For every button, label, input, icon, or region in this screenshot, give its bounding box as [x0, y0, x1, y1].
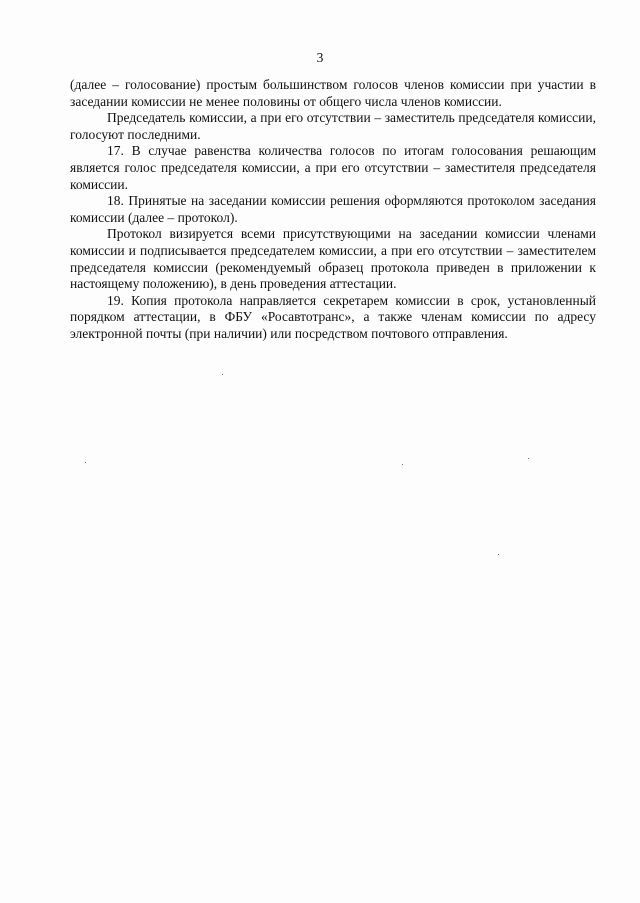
- paragraph-continuation: (далее – голосование) простым большинством голосов членов комиссии при участии в заседании комиссии не менее половины от общего числа членов комиссии.: [70, 77, 596, 109]
- scan-speck: [498, 554, 499, 555]
- scan-speck: [528, 458, 529, 459]
- scan-speck: [402, 464, 403, 465]
- scan-speck: [222, 374, 223, 375]
- document-body: [70, 77, 596, 343]
- paragraph-chairman-vote: Председатель комиссии, а при его отсутствии – заместитель председателя комиссии, голосуют последними.: [70, 110, 596, 142]
- scan-speck: [85, 462, 86, 463]
- paragraph-19: 19. Копия протокола направляется секретарем комиссии в срок, установленный порядком аттестации, в ФБУ «Росавтотранс», а также членам комиссии по адресу электронной почты (при наличии) или посредством почтового отправления.: [70, 292, 596, 341]
- paragraph-17: 17. В случае равенства количества голосов по итогам голосования решающим является голос председателя комиссии, а при его отсутствии – заместителя председателя комиссии.: [70, 143, 596, 192]
- paragraph-protocol: Протокол визируется всеми присутствующими на заседании комиссии членами комиссии и подписывается председателем комиссии, а при его отсутствии – заместителем председателя комиссии (рекомендуемый образец протокола приведен в приложении к настоящему положению), в день проведения аттестации.: [70, 226, 596, 292]
- page-number: 3: [316, 50, 324, 65]
- paragraph-18: 18. Принятые на заседании комиссии решения оформляются протоколом заседания комиссии (далее – протокол).: [70, 193, 596, 225]
